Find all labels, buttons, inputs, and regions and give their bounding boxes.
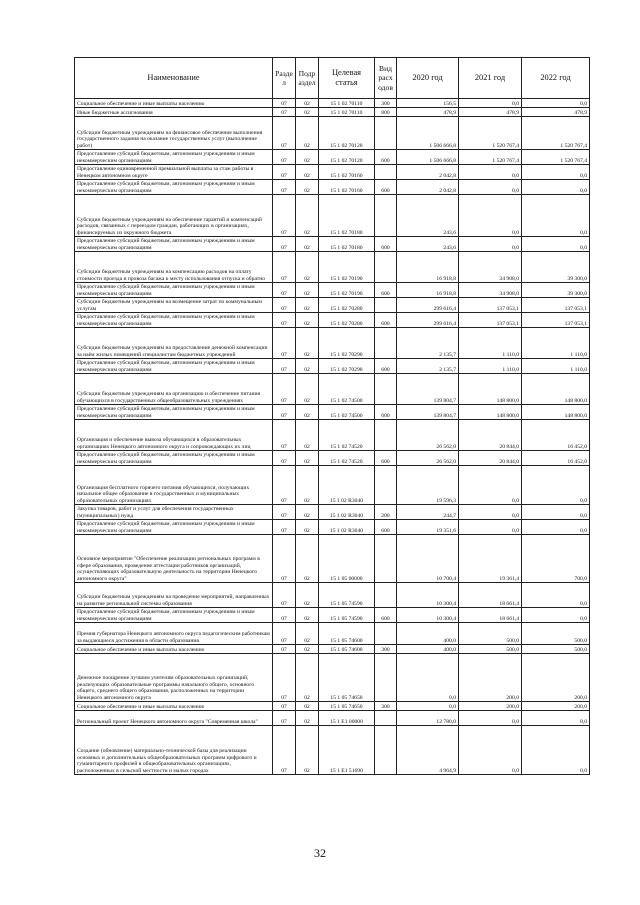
row-value-2021: 0,0: [459, 237, 522, 252]
row-name: Субсидии бюджетным учреждениям на финансовое обеспечение выполнения государственного задания на оказание государственных услуг (выполнение работ): [75, 117, 273, 150]
row-value-2022: 39 300,0: [522, 283, 590, 298]
row-expense-type: 800: [375, 108, 397, 117]
row-target-article: 15 1 05 74600: [319, 645, 375, 654]
row-subsection: 02: [296, 150, 319, 165]
header-name: Наименование: [75, 58, 273, 99]
row-expense-type: 600: [375, 608, 397, 623]
row-value-2022: 1 110,0: [522, 359, 590, 374]
table-row: [75, 252, 590, 283]
row-value-2020: 139 804,7: [397, 374, 459, 405]
table-row: [75, 608, 590, 623]
row-name: Региональный проект Ненецкого автономного округа "Современная школа": [75, 711, 273, 726]
row-expense-type: 300: [375, 702, 397, 711]
row-name: Предоставление субсидий бюджетным, автономным учреждениям и иным некоммерческим организациям: [75, 150, 273, 165]
row-value-2022: 16 452,0: [522, 451, 590, 466]
row-subsection: 02: [296, 108, 319, 117]
row-value-2020: 16 918,8: [397, 252, 459, 283]
row-name: Социальное обеспечение и иные выплаты населению: [75, 702, 273, 711]
row-expense-type: 600: [375, 359, 397, 374]
row-value-2021: 19 361,4: [459, 535, 522, 583]
row-value-2022: 0,0: [522, 505, 590, 520]
row-value-2022: 0,0: [522, 726, 590, 775]
row-section: 07: [273, 420, 296, 451]
row-value-2021: 478,9: [459, 108, 522, 117]
row-subsection: 02: [296, 420, 319, 451]
row-expense-type: 300: [375, 99, 397, 108]
row-section: 07: [273, 108, 296, 117]
row-value-2021: 20 844,0: [459, 420, 522, 451]
row-expense-type: [375, 165, 397, 180]
table-row: [75, 405, 590, 420]
row-value-2021: 0,0: [459, 466, 522, 505]
row-expense-type: [375, 711, 397, 726]
row-expense-type: 600: [375, 405, 397, 420]
row-subsection: 02: [296, 608, 319, 623]
row-value-2020: 0,0: [397, 654, 459, 702]
row-value-2022: 148 800,0: [522, 405, 590, 420]
table-row: [75, 165, 590, 180]
row-value-2022: 0,0: [522, 711, 590, 726]
row-value-2020: 299 616,4: [397, 298, 459, 313]
row-subsection: 02: [296, 313, 319, 328]
row-subsection: 02: [296, 711, 319, 726]
row-expense-type: 600: [375, 180, 397, 195]
row-target-article: 15 1 02 70120: [319, 150, 375, 165]
row-subsection: 02: [296, 583, 319, 608]
row-target-article: 15 1 02 74520: [319, 420, 375, 451]
row-name: Предоставление субсидий бюджетным, автономным учреждениям и иным некоммерческим организациям: [75, 359, 273, 374]
row-value-2020: 400,0: [397, 645, 459, 654]
row-target-article: 15 1 02 74520: [319, 451, 375, 466]
row-subsection: 02: [296, 359, 319, 374]
row-subsection: 02: [296, 374, 319, 405]
row-target-article: 15 1 02 70290: [319, 328, 375, 359]
header-expense-type: Вид расх одов: [375, 58, 397, 99]
row-value-2020: 478,9: [397, 108, 459, 117]
row-value-2022: 500,0: [522, 645, 590, 654]
row-expense-type: 600: [375, 313, 397, 328]
table-row: [75, 298, 590, 313]
row-value-2021: 0,0: [459, 195, 522, 237]
row-section: 07: [273, 451, 296, 466]
row-expense-type: [375, 583, 397, 608]
header-subsection: Подр аздел: [296, 58, 319, 99]
row-value-2020: 299 616,4: [397, 313, 459, 328]
row-subsection: 02: [296, 180, 319, 195]
header-year-2020: 2020 год: [397, 58, 459, 99]
header-section: Разде л: [273, 58, 296, 99]
row-subsection: 02: [296, 165, 319, 180]
row-target-article: 15 1 02 74500: [319, 405, 375, 420]
row-value-2021: 18 661,4: [459, 608, 522, 623]
row-value-2022: 1 520 767,4: [522, 150, 590, 165]
row-target-article: 15 1 05 74600: [319, 623, 375, 645]
row-section: 07: [273, 150, 296, 165]
row-expense-type: 600: [375, 520, 397, 535]
row-value-2020: 0,0: [397, 702, 459, 711]
row-target-article: 15 1 E1 51690: [319, 726, 375, 775]
row-subsection: 02: [296, 535, 319, 583]
row-target-article: 15 1 02 70180: [319, 195, 375, 237]
row-name: Субсидии бюджетным учреждениям на возмещение затрат по коммунальным услугам: [75, 298, 273, 313]
row-value-2020: 2 042,8: [397, 165, 459, 180]
row-name: Денежное поощрение лучшим учителям образовательных организаций, реализующих образовательные программы начального общего, основного общего, среднего общего образования, расположенных на территории Ненецкого автономного округа: [75, 654, 273, 702]
row-target-article: 15 1 02 R3040: [319, 466, 375, 505]
table-row: [75, 108, 590, 117]
row-subsection: 02: [296, 702, 319, 711]
row-name: Субсидии бюджетным учреждениям на компенсацию расходов на оплату стоимости проезда и провоза багажа к месту использования отпуска и обратно: [75, 252, 273, 283]
row-value-2020: 10 300,4: [397, 608, 459, 623]
row-name: Предоставление субсидий бюджетным, автономным учреждениям и иным некоммерческим организациям: [75, 180, 273, 195]
row-section: 07: [273, 520, 296, 535]
row-expense-type: [375, 535, 397, 583]
table-row: [75, 623, 590, 645]
row-value-2021: 0,0: [459, 726, 522, 775]
row-value-2020: 1 506 666,8: [397, 117, 459, 150]
row-value-2021: 0,0: [459, 180, 522, 195]
row-name: Субсидии бюджетным учреждениям на проведение мероприятий, направленных на развитие региональной системы образования: [75, 583, 273, 608]
row-name: Основное мероприятие "Обеспечение реализации региональных программ в сфере образования, проведение аттестации работников организаций, осуществляющих образовательную деятельность на территории Ненецкого автономного округа": [75, 535, 273, 583]
row-target-article: 15 1 02 70120: [319, 117, 375, 150]
row-target-article: 15 1 02 74500: [319, 374, 375, 405]
row-subsection: 02: [296, 195, 319, 237]
table-row: [75, 117, 590, 150]
row-value-2021: 0,0: [459, 711, 522, 726]
row-name: Создание (обновление) материально-технической базы для реализации основных и дополнительных общеобразовательных программ цифрового и гуманитарного профилей в общеобразовательных организациях, расположенных в сельской местности и малых городах: [75, 726, 273, 775]
row-value-2020: 243,6: [397, 237, 459, 252]
budget-table-container: [74, 57, 589, 775]
row-target-article: 15 1 02 70280: [319, 298, 375, 313]
row-value-2021: 1 520 767,4: [459, 117, 522, 150]
row-target-article: 15 1 02 70280: [319, 313, 375, 328]
row-name: Закупка товаров, работ и услуг для обеспечения государственных (муниципальных) нужд: [75, 505, 273, 520]
row-value-2022: 0,0: [522, 520, 590, 535]
row-value-2021: 137 053,1: [459, 298, 522, 313]
row-value-2020: 2 042,8: [397, 180, 459, 195]
table-row: [75, 374, 590, 405]
row-expense-type: [375, 420, 397, 451]
row-target-article: 15 1 02 70180: [319, 237, 375, 252]
row-expense-type: [375, 195, 397, 237]
row-name: Предоставление субсидий бюджетным, автономным учреждениям и иным некоммерческим организациям: [75, 520, 273, 535]
table-row: [75, 451, 590, 466]
row-subsection: 02: [296, 283, 319, 298]
row-subsection: 02: [296, 298, 319, 313]
row-name: Предоставление субсидий бюджетным, автономным учреждениям и иным некоммерческим организациям: [75, 313, 273, 328]
header-year-2022: 2022 год: [522, 58, 590, 99]
row-section: 07: [273, 359, 296, 374]
table-row: [75, 180, 590, 195]
row-section: 07: [273, 283, 296, 298]
row-section: 07: [273, 654, 296, 702]
row-subsection: 02: [296, 645, 319, 654]
row-value-2022: 137 053,1: [522, 313, 590, 328]
row-value-2020: 19 351,6: [397, 520, 459, 535]
row-target-article: 15 1 02 70190: [319, 252, 375, 283]
header-target-article: Целевая статья: [319, 58, 375, 99]
row-target-article: 15 1 02 70160: [319, 165, 375, 180]
row-section: 07: [273, 252, 296, 283]
row-value-2021: 1 520 767,4: [459, 150, 522, 165]
row-expense-type: 600: [375, 451, 397, 466]
row-target-article: 15 1 05 74650: [319, 702, 375, 711]
row-expense-type: 300: [375, 645, 397, 654]
row-value-2020: 2 135,7: [397, 328, 459, 359]
row-target-article: 15 1 E1 00000: [319, 711, 375, 726]
row-section: 07: [273, 645, 296, 654]
row-subsection: 02: [296, 328, 319, 359]
row-value-2021: 34 908,0: [459, 252, 522, 283]
row-expense-type: [375, 252, 397, 283]
row-value-2022: 200,0: [522, 702, 590, 711]
row-subsection: 02: [296, 237, 319, 252]
row-expense-type: [375, 117, 397, 150]
row-value-2020: 10 700,4: [397, 535, 459, 583]
row-value-2022: 200,0: [522, 654, 590, 702]
row-section: 07: [273, 583, 296, 608]
row-value-2020: 26 562,0: [397, 420, 459, 451]
table-row: [75, 283, 590, 298]
row-value-2022: 0,0: [522, 99, 590, 108]
row-subsection: 02: [296, 623, 319, 645]
row-value-2021: 1 110,0: [459, 359, 522, 374]
row-target-article: 15 1 02 70110: [319, 99, 375, 108]
row-target-article: 15 1 02 70190: [319, 283, 375, 298]
row-value-2021: 500,0: [459, 645, 522, 654]
row-value-2021: 1 110,0: [459, 328, 522, 359]
row-value-2022: 16 452,0: [522, 420, 590, 451]
row-value-2020: 243,6: [397, 195, 459, 237]
row-section: 07: [273, 702, 296, 711]
row-subsection: 02: [296, 99, 319, 108]
table-row: [75, 150, 590, 165]
row-subsection: 02: [296, 252, 319, 283]
row-name: Премия губернатора Ненецкого автономного округа педагогическим работникам за выдающиеся достижения в области образования: [75, 623, 273, 645]
row-value-2021: 0,0: [459, 505, 522, 520]
row-value-2022: 0,0: [522, 165, 590, 180]
table-header-row: [75, 58, 590, 99]
row-value-2022: 500,0: [522, 623, 590, 645]
row-section: 07: [273, 313, 296, 328]
row-name: Субсидии бюджетным учреждениям на организацию и обеспечение питания обучающихся в государственных общеобразовательных учреждениях: [75, 374, 273, 405]
row-name: Предоставление субсидий бюджетным, автономным учреждениям и иным некоммерческим организациям: [75, 608, 273, 623]
table-row: [75, 711, 590, 726]
row-section: 07: [273, 535, 296, 583]
row-value-2020: 244,7: [397, 505, 459, 520]
row-value-2022: 700,0: [522, 535, 590, 583]
table-row: [75, 726, 590, 775]
row-value-2021: 20 844,0: [459, 451, 522, 466]
table-row: [75, 99, 590, 108]
row-section: 07: [273, 466, 296, 505]
table-row: [75, 702, 590, 711]
budget-table: [74, 57, 590, 775]
row-subsection: 02: [296, 117, 319, 150]
row-subsection: 02: [296, 654, 319, 702]
row-name: Предоставление субсидий бюджетным, автономным учреждениям и иным некоммерческим организациям: [75, 451, 273, 466]
row-name: Организация бесплатного горячего питания обучающихся, получающих начальное общее образование в государственных и муниципальных образовательных организациях: [75, 466, 273, 505]
row-target-article: 15 1 02 70110: [319, 108, 375, 117]
row-expense-type: 600: [375, 237, 397, 252]
table-row: [75, 466, 590, 505]
row-expense-type: [375, 726, 397, 775]
row-subsection: 02: [296, 726, 319, 775]
row-section: 07: [273, 726, 296, 775]
row-section: 07: [273, 505, 296, 520]
row-value-2022: 137 053,1: [522, 298, 590, 313]
row-value-2021: 0,0: [459, 165, 522, 180]
row-expense-type: 600: [375, 150, 397, 165]
row-section: 07: [273, 180, 296, 195]
row-name: Предоставление субсидий бюджетным, автономным учреждениям и иным некоммерческим организациям: [75, 283, 273, 298]
row-target-article: 15 1 02 R3040: [319, 505, 375, 520]
row-name: Организация и обеспечение вывоза обучающихся в образовательных организациях Ненецкого автономного округа и сопровождающих их лиц: [75, 420, 273, 451]
row-value-2020: 2 135,7: [397, 359, 459, 374]
row-value-2020: 139 804,7: [397, 405, 459, 420]
row-value-2021: 0,0: [459, 99, 522, 108]
row-expense-type: [375, 374, 397, 405]
row-value-2022: 0,0: [522, 608, 590, 623]
row-value-2020: 1 506 666,8: [397, 150, 459, 165]
row-value-2022: 148 800,0: [522, 374, 590, 405]
row-section: 07: [273, 374, 296, 405]
row-subsection: 02: [296, 466, 319, 505]
table-row: [75, 505, 590, 520]
table-body: [75, 99, 590, 775]
row-value-2021: 18 661,4: [459, 583, 522, 608]
row-value-2020: 156,5: [397, 99, 459, 108]
row-section: 07: [273, 298, 296, 313]
row-target-article: 15 1 02 70160: [319, 180, 375, 195]
table-row: [75, 313, 590, 328]
row-value-2020: 16 918,8: [397, 283, 459, 298]
row-value-2022: 0,0: [522, 237, 590, 252]
row-value-2021: 34 908,0: [459, 283, 522, 298]
row-value-2021: 148 800,0: [459, 374, 522, 405]
row-section: 07: [273, 711, 296, 726]
row-value-2022: 0,0: [522, 195, 590, 237]
row-section: 07: [273, 165, 296, 180]
row-expense-type: [375, 623, 397, 645]
row-name: Социальное обеспечение и иные выплаты населению: [75, 99, 273, 108]
table-row: [75, 654, 590, 702]
row-value-2022: 1 110,0: [522, 328, 590, 359]
row-value-2021: 500,0: [459, 623, 522, 645]
table-row: [75, 195, 590, 237]
row-name: Иные бюджетные ассигнования: [75, 108, 273, 117]
row-name: Предоставление субсидий бюджетным, автономным учреждениям и иным некоммерческим организациям: [75, 237, 273, 252]
row-section: 07: [273, 195, 296, 237]
row-expense-type: [375, 654, 397, 702]
row-value-2021: 137 053,1: [459, 313, 522, 328]
row-value-2022: 0,0: [522, 180, 590, 195]
table-row: [75, 237, 590, 252]
row-target-article: 15 1 05 74590: [319, 608, 375, 623]
row-expense-type: [375, 466, 397, 505]
row-section: 07: [273, 237, 296, 252]
table-row: [75, 535, 590, 583]
header-year-2021: 2021 год: [459, 58, 522, 99]
row-expense-type: 200: [375, 505, 397, 520]
row-subsection: 02: [296, 451, 319, 466]
row-name: Субсидии бюджетным учреждениям на обеспечение гарантий и компенсаций расходов, связанных с переездом граждан, работающих в организациях, финансируемых из окружного бюджета: [75, 195, 273, 237]
row-target-article: 15 1 02 R3040: [319, 520, 375, 535]
row-value-2020: 19 596,3: [397, 466, 459, 505]
row-target-article: 15 1 05 00000: [319, 535, 375, 583]
page-number: 32: [314, 846, 326, 860]
row-target-article: 15 1 02 70290: [319, 359, 375, 374]
row-value-2021: 148 800,0: [459, 405, 522, 420]
row-value-2022: 0,0: [522, 466, 590, 505]
row-subsection: 02: [296, 405, 319, 420]
table-row: [75, 420, 590, 451]
row-value-2020: 4 964,9: [397, 726, 459, 775]
row-value-2020: 12 780,0: [397, 711, 459, 726]
row-value-2021: 0,0: [459, 520, 522, 535]
row-expense-type: 600: [375, 283, 397, 298]
row-value-2020: 400,0: [397, 623, 459, 645]
row-section: 07: [273, 328, 296, 359]
row-target-article: 15 1 05 74590: [319, 583, 375, 608]
row-value-2021: 200,0: [459, 702, 522, 711]
row-subsection: 02: [296, 520, 319, 535]
table-row: [75, 328, 590, 359]
row-name: Предоставление субсидий бюджетным, автономным учреждениям и иным некоммерческим организациям: [75, 405, 273, 420]
row-name: Субсидии бюджетным учреждениям на предоставление денежной компенсации за наём жилых помещений специалистам бюджетных учреждений: [75, 328, 273, 359]
row-target-article: 15 1 05 74650: [319, 654, 375, 702]
row-value-2022: 39 300,0: [522, 252, 590, 283]
row-value-2020: 10 300,4: [397, 583, 459, 608]
row-expense-type: [375, 328, 397, 359]
row-value-2022: 478,9: [522, 108, 590, 117]
row-value-2021: 200,0: [459, 654, 522, 702]
row-name: Предоставление единовременной премиальной выплаты за стаж работы в Ненецком автономном округе: [75, 165, 273, 180]
row-section: 07: [273, 117, 296, 150]
table-row: [75, 645, 590, 654]
row-section: 07: [273, 405, 296, 420]
row-value-2020: 26 562,0: [397, 451, 459, 466]
table-row: [75, 359, 590, 374]
row-section: 07: [273, 608, 296, 623]
row-expense-type: [375, 298, 397, 313]
row-section: 07: [273, 99, 296, 108]
row-value-2022: 0,0: [522, 583, 590, 608]
row-section: 07: [273, 623, 296, 645]
row-subsection: 02: [296, 505, 319, 520]
row-name: Социальное обеспечение и иные выплаты населению: [75, 645, 273, 654]
table-row: [75, 520, 590, 535]
row-value-2022: 1 520 767,4: [522, 117, 590, 150]
table-row: [75, 583, 590, 608]
